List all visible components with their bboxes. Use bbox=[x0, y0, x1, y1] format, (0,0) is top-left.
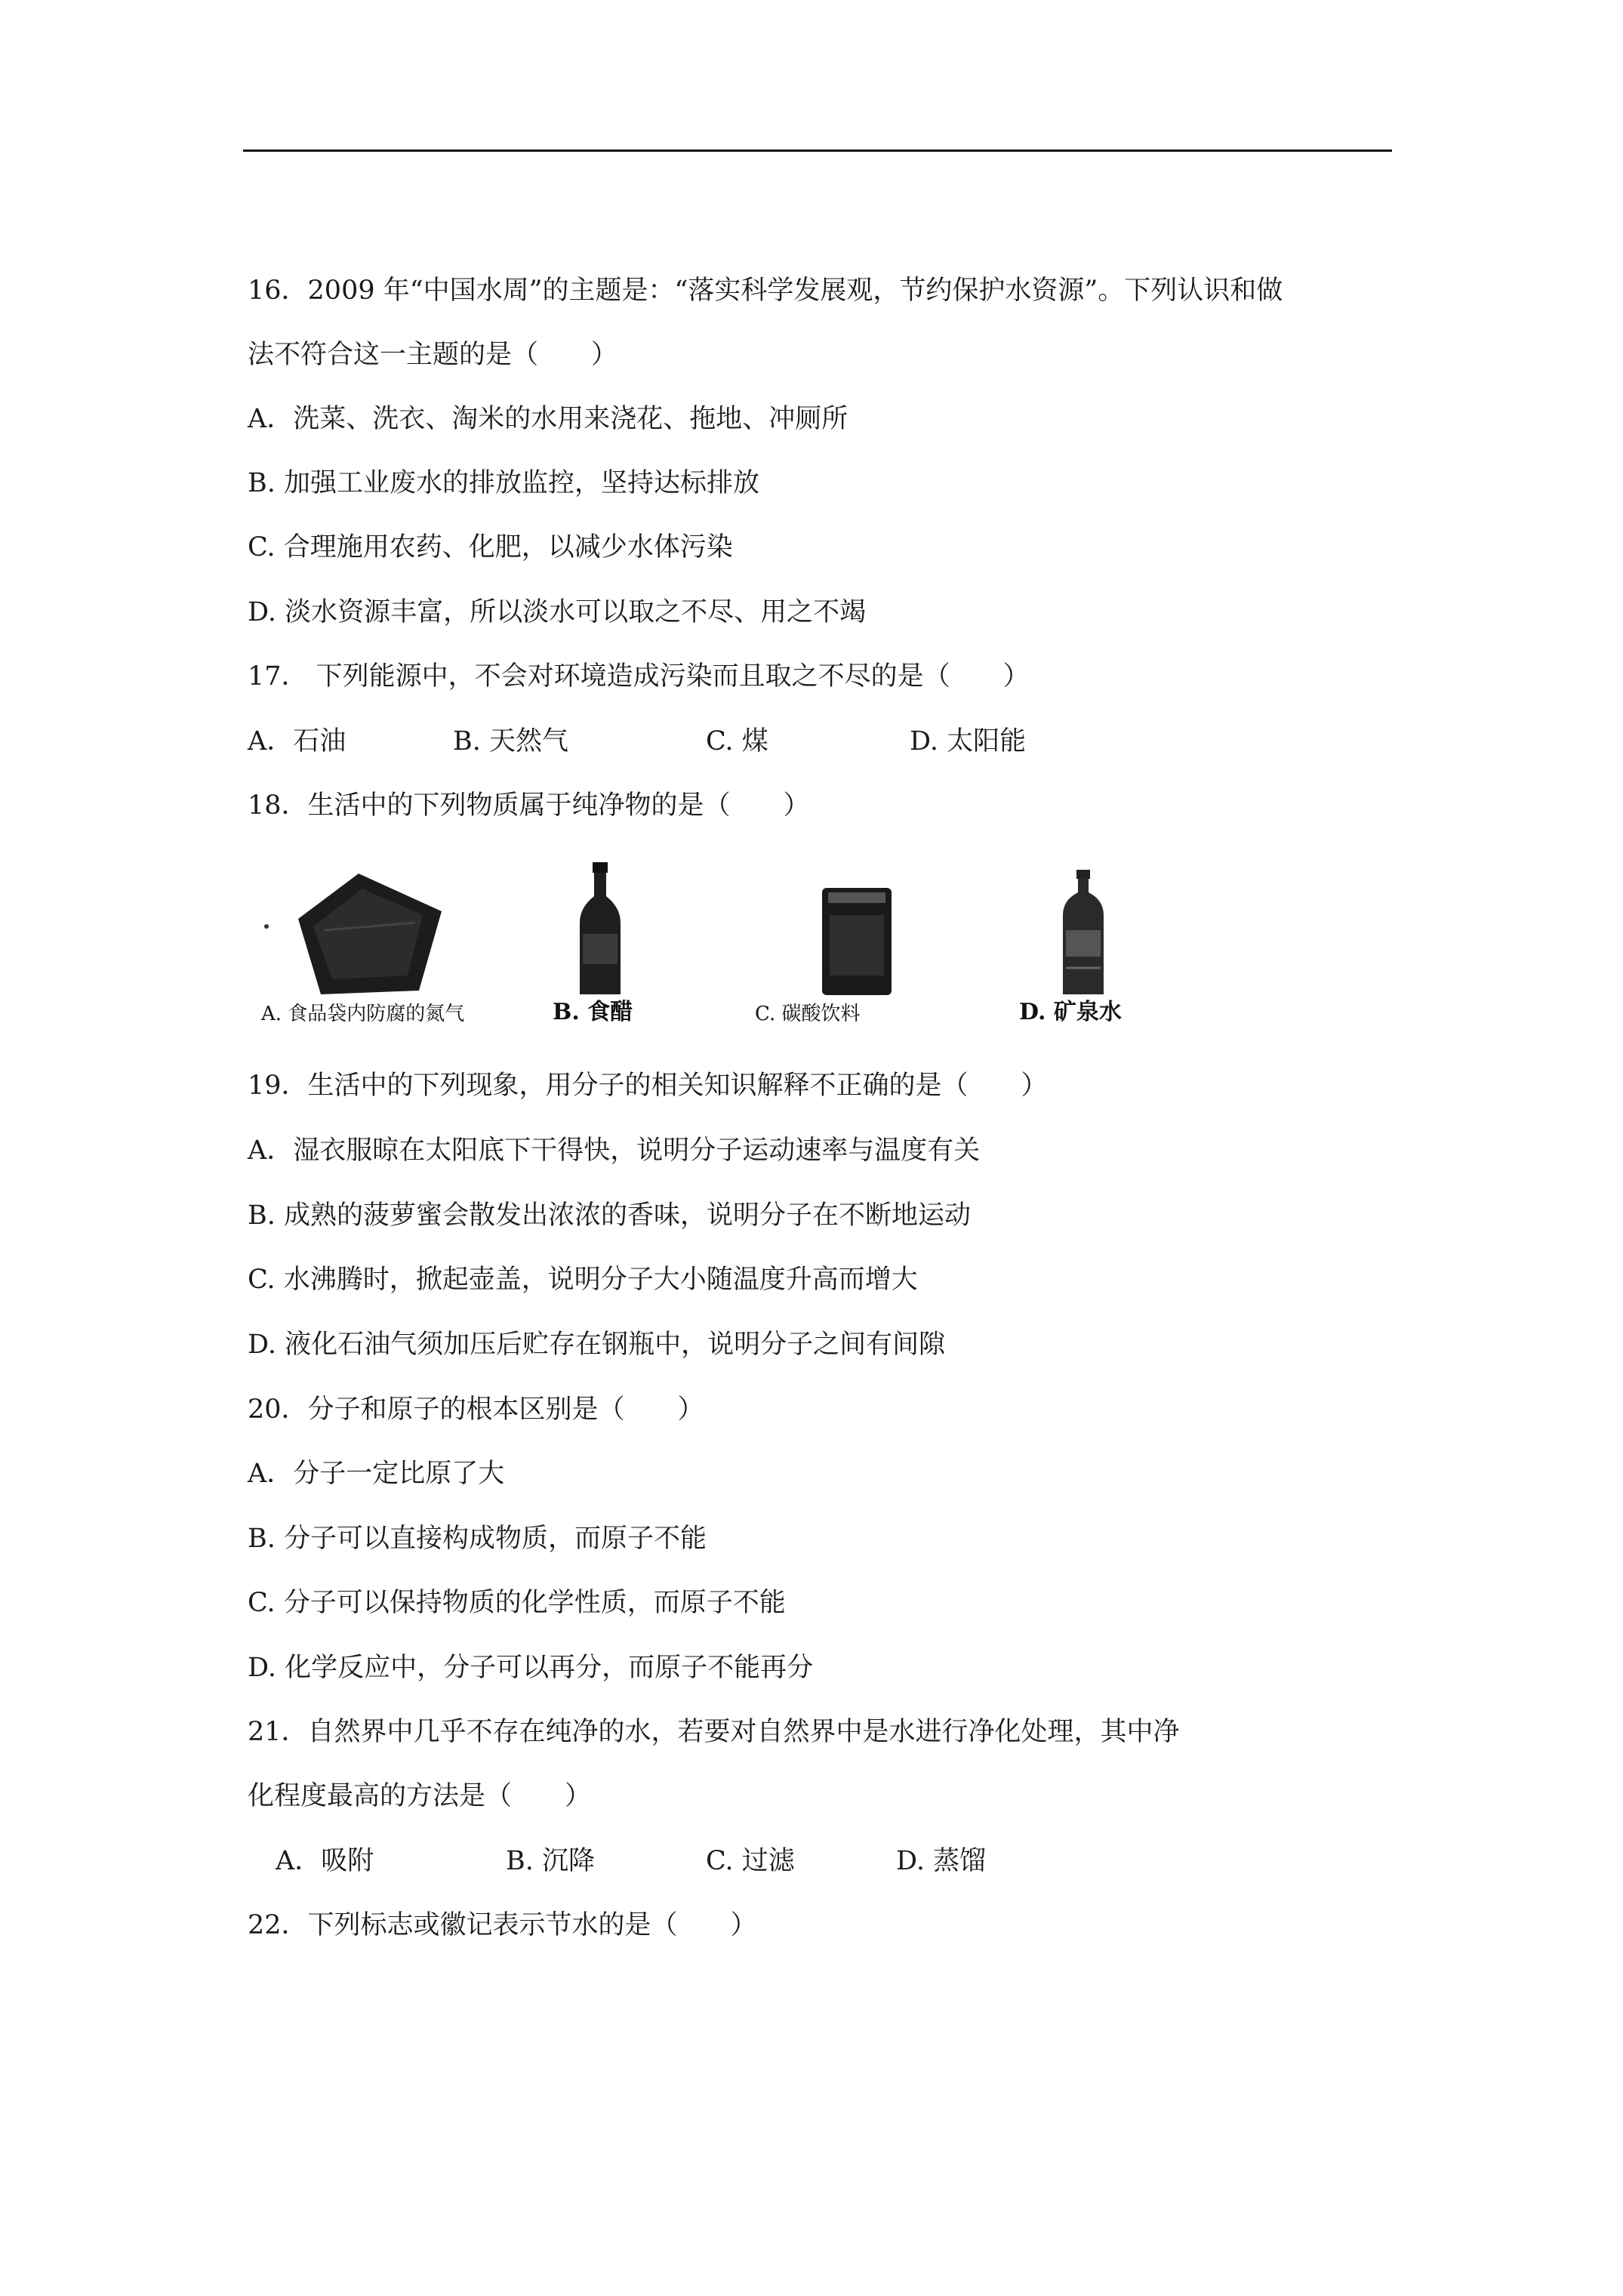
soda-can-icon bbox=[819, 885, 895, 998]
q17-option-c: C. 煤 bbox=[706, 726, 768, 757]
q17-option-b: B. 天然气 bbox=[453, 726, 568, 757]
q21-option-b: B. 沉降 bbox=[506, 1846, 595, 1876]
q19-option-d: D. 液化石油气须加压后贮存在钢瓶中，说明分子之间有间隙 bbox=[248, 1330, 946, 1360]
q18-figure-strip bbox=[257, 855, 1178, 1036]
q19-stem: 19．生活中的下列现象，用分子的相关知识解释不正确的是（ ） bbox=[248, 1071, 1048, 1101]
q20-option-c: C. 分子可以保持物质的化学性质，而原子不能 bbox=[248, 1588, 786, 1618]
q20-option-a: A．分子一定比原了大 bbox=[248, 1459, 505, 1489]
q18-caption-b: B. 食醋 bbox=[553, 999, 633, 1025]
q22-stem: 22．下列标志或徽记表示节水的是（ ） bbox=[248, 1910, 757, 1940]
q20-option-b: B. 分子可以直接构成物质，而原子不能 bbox=[248, 1524, 707, 1554]
q19-option-a: A．湿衣服晾在太阳底下干得快，说明分子运动速率与温度有关 bbox=[248, 1136, 981, 1166]
q16-option-b: B. 加强工业废水的排放监控，坚持达标排放 bbox=[248, 468, 759, 498]
q17-stem: 17． 下列能源中，不会对环境造成污染而且取之不尽的是（ ） bbox=[248, 661, 1030, 692]
q19-option-c: C. 水沸腾时，掀起壶盖，说明分子大小随温度升高而增大 bbox=[248, 1265, 918, 1295]
q21-option-c: C. 过滤 bbox=[706, 1846, 795, 1876]
q19-option-b: B. 成熟的菠萝蜜会散发出浓浓的香味，说明分子在不断地运动 bbox=[248, 1200, 971, 1231]
q18-stem: 18．生活中的下列物质属于纯净物的是（ ） bbox=[248, 791, 810, 821]
q21-stem-line2: 化程度最高的方法是（ ） bbox=[248, 1781, 592, 1811]
q21-option-d: D. 蒸馏 bbox=[896, 1846, 987, 1876]
q16-option-d: D. 淡水资源丰富，所以淡水可以取之不尽、用之不竭 bbox=[248, 597, 867, 627]
q21-stem-line1: 21．自然界中几乎不存在纯净的水，若要对自然界中是水进行净化处理，其中净 bbox=[248, 1717, 1180, 1747]
mineral-water-bottle-icon bbox=[1057, 870, 1110, 998]
nitrogen-bag-icon bbox=[294, 870, 445, 998]
q16-stem-line2: 法不符合这一主题的是（ ） bbox=[248, 340, 618, 370]
q18-caption-c: C. 碳酸饮料 bbox=[755, 1003, 861, 1025]
vinegar-bottle-icon bbox=[574, 862, 627, 998]
q18-caption-a: A. 食品袋内防腐的氮气 bbox=[261, 1003, 465, 1025]
q16-option-c: C. 合理施用农药、化肥，以减少水体污染 bbox=[248, 532, 733, 562]
speck bbox=[264, 924, 269, 929]
q18-caption-d: D. 矿泉水 bbox=[1019, 999, 1122, 1025]
q20-stem: 20．分子和原子的根本区别是（ ） bbox=[248, 1395, 704, 1425]
q17-option-a: A．石油 bbox=[248, 726, 346, 757]
q16-option-a: A．洗菜、洗衣、淘米的水用来浇花、拖地、冲厕所 bbox=[248, 404, 848, 434]
q17-option-d: D. 太阳能 bbox=[910, 726, 1027, 757]
q16-stem-line1: 16．2009 年“中国水周”的主题是：“落实科学发展观，节约保护水资源”。下列认识和做 bbox=[248, 276, 1283, 306]
q21-option-a: A．吸附 bbox=[276, 1846, 374, 1876]
q20-option-d: D. 化学反应中，分子可以再分，而原子不能再分 bbox=[248, 1653, 814, 1683]
header-rule bbox=[243, 149, 1392, 152]
